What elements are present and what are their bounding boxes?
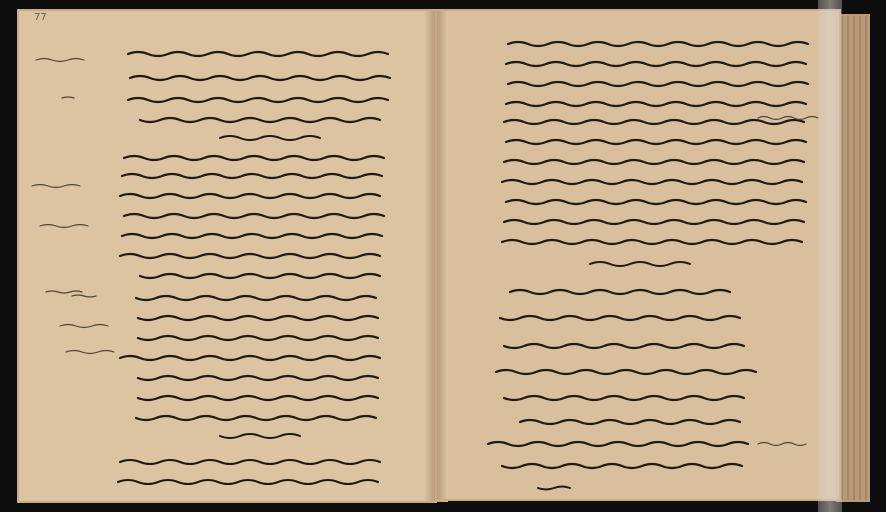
right-page [436,10,840,500]
scanner-strip [818,0,842,512]
page-number: 77 [34,12,47,23]
left-page [18,10,436,502]
